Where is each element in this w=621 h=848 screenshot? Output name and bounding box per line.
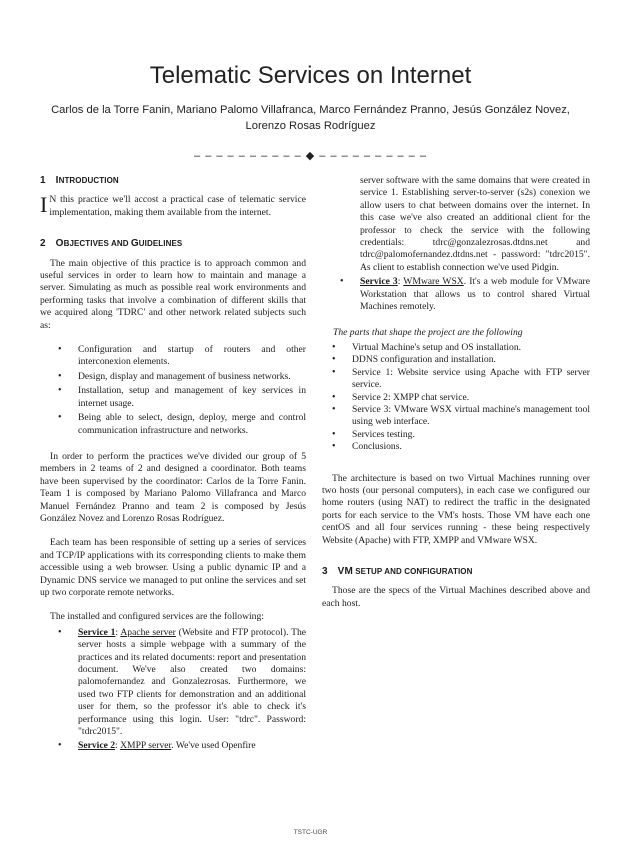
list-item: • Services testing.	[352, 429, 590, 441]
vm-setup-paragraph: Those are the specs of the Virtual Machines described above and each host.	[322, 585, 590, 609]
list-item: • Service 2: XMPP chat service.	[352, 392, 590, 404]
section-number: 3	[322, 565, 328, 577]
architecture-paragraph: The architecture is based on two Virtual Machines running over two hosts (our personal computers), in each case we configured our home routers (using NAT) to redirect the traffic in the designated ports for each service to the VM's hosts. Those VM have each one centOS and all four services running - these being respectively Website (Apache) with FTP, XMPP and VMware WSX.	[322, 472, 590, 546]
skills-list	[40, 344, 306, 437]
section-divider: – – – – – – – – – – ◆ – – – – – – – – – –	[194, 150, 427, 162]
project-parts-list	[322, 342, 590, 454]
list-item: • Service 1: Website service using Apache with FTP server service.	[352, 367, 590, 392]
list-item: • Installation, setup and management of key services in internet usage.	[78, 385, 306, 410]
objectives-paragraph: The main objective of this practice is to approach common and useful services in order to learn how to maintain and manage a server. Simulating as much as possible real work environments and performing tasks that involve a combination of different skills that we acquired along 'TDRC' and other network related subjects such as:	[40, 257, 306, 331]
section-heading-introduction: 1 INTRODUCTION	[40, 175, 119, 186]
service-3-label: Service 3	[360, 276, 398, 288]
service-1-item: • Service 1: Apache server (Website and FTP protocol). The server hosts a simple webpage with a summary of the practices and its related documents: report and presentation document. We've also created two domains: palomofernandez and Gonzalezrosas. Furthermore, we used two FTP clients for demonstration and an additional user for them, so the professor it's able to check it's performance using this login. User: "tdrc". Password: "tdrc2015".	[78, 627, 306, 739]
paper-authors: Carlos de la Torre Fanin, Mariano Palomo Villafranca, Marco Fernández Pranno, Jesús González Novez, Lorenzo Rosas Rodríguez	[51, 104, 570, 132]
service-2-label: Service 2	[78, 740, 116, 752]
paper-title: Telematic Services on Internet	[149, 62, 472, 89]
list-item: • DDNS configuration and installation.	[352, 354, 590, 366]
list-item: • Virtual Machine's setup and OS installation.	[352, 342, 590, 354]
section-number: 1	[40, 175, 46, 186]
service-2-continuation: server software with the same domains that were created in service 1. Establishing server-to-server (s2s) conexion we allow users to chat between domains over the internet. In this case we've also created an additional client for the professor to check the service with the following credentials: tdrc@gonzalezrosas.dtdns.net and tdrc@palomofernandez.dtdns.net - password: "tdrc2015". As client to establish connection we've used Pidgin.	[360, 175, 590, 273]
teams-paragraph: In order to perform the practices we've divided our group of 5 members in 2 teams of 2 and designed a coordinator. Both teams have been supervised by the coordinator: Carlos de la Torre Fanin. Team 1 is composed by Mariano Palomo Villafranca and Marco Manuel Fernández Pranno and team 2 is composed by Jesús González Novez and Lorenzo Rosas Rodríguez.	[40, 450, 306, 524]
apache-server-link[interactable]: Apache server	[120, 626, 176, 638]
project-parts-heading: The parts that shape the project are the following	[333, 327, 523, 339]
service-2-item: • Service 2: XMPP server. We've used Openfire	[78, 740, 306, 752]
service-3-item: • Service 3: WMware WSX. It's a web module for VMware Workstation that allows us to control shared Virtual Machines remotely.	[360, 276, 590, 313]
list-item: • Service 3: VMware WSX virtual machine's management tool using web interface.	[352, 404, 590, 429]
list-item: • Conclusions.	[352, 441, 590, 453]
section-number: 2	[40, 238, 46, 250]
list-item: • Design, display and management of business networks.	[78, 371, 306, 383]
section-heading-objectives: 2 OBJECTIVES AND GUIDELINES	[40, 238, 183, 250]
drop-cap: I	[40, 192, 48, 218]
services-list-continued	[322, 276, 590, 313]
list-item: • Being able to select, design, deploy, merge and control communication infrastructure and networks.	[78, 412, 306, 437]
xmpp-server-link[interactable]: XMPP server	[120, 740, 172, 752]
services-intro-paragraph: The installed and configured services are the following:	[50, 611, 264, 623]
services-list	[40, 627, 306, 753]
wmware-wsx-link[interactable]: WMware WSX	[403, 276, 464, 288]
responsibilities-paragraph: Each team has been responsible of setting up a series of services and TCP/IP applications with its corresponding clients to make them accessible using a web browser. Using a public dynamic IP and a Dynamic DNS service we managed to put online the services and set up two corporate remote networks.	[40, 537, 306, 598]
list-item: • Configuration and startup of routers and other interconexion elements.	[78, 344, 306, 369]
introduction-paragraph: I N this practice we'll accost a practical case of telematic service implementation, making them available from the internet.	[40, 192, 306, 218]
right-column	[322, 175, 590, 610]
page-footer: TSTC-UGR	[293, 829, 328, 836]
service-1-label: Service 1	[78, 626, 116, 638]
left-column	[40, 175, 306, 755]
section-heading-vm-setup: 3 VM SETUP AND CONFIGURATION	[322, 565, 473, 577]
